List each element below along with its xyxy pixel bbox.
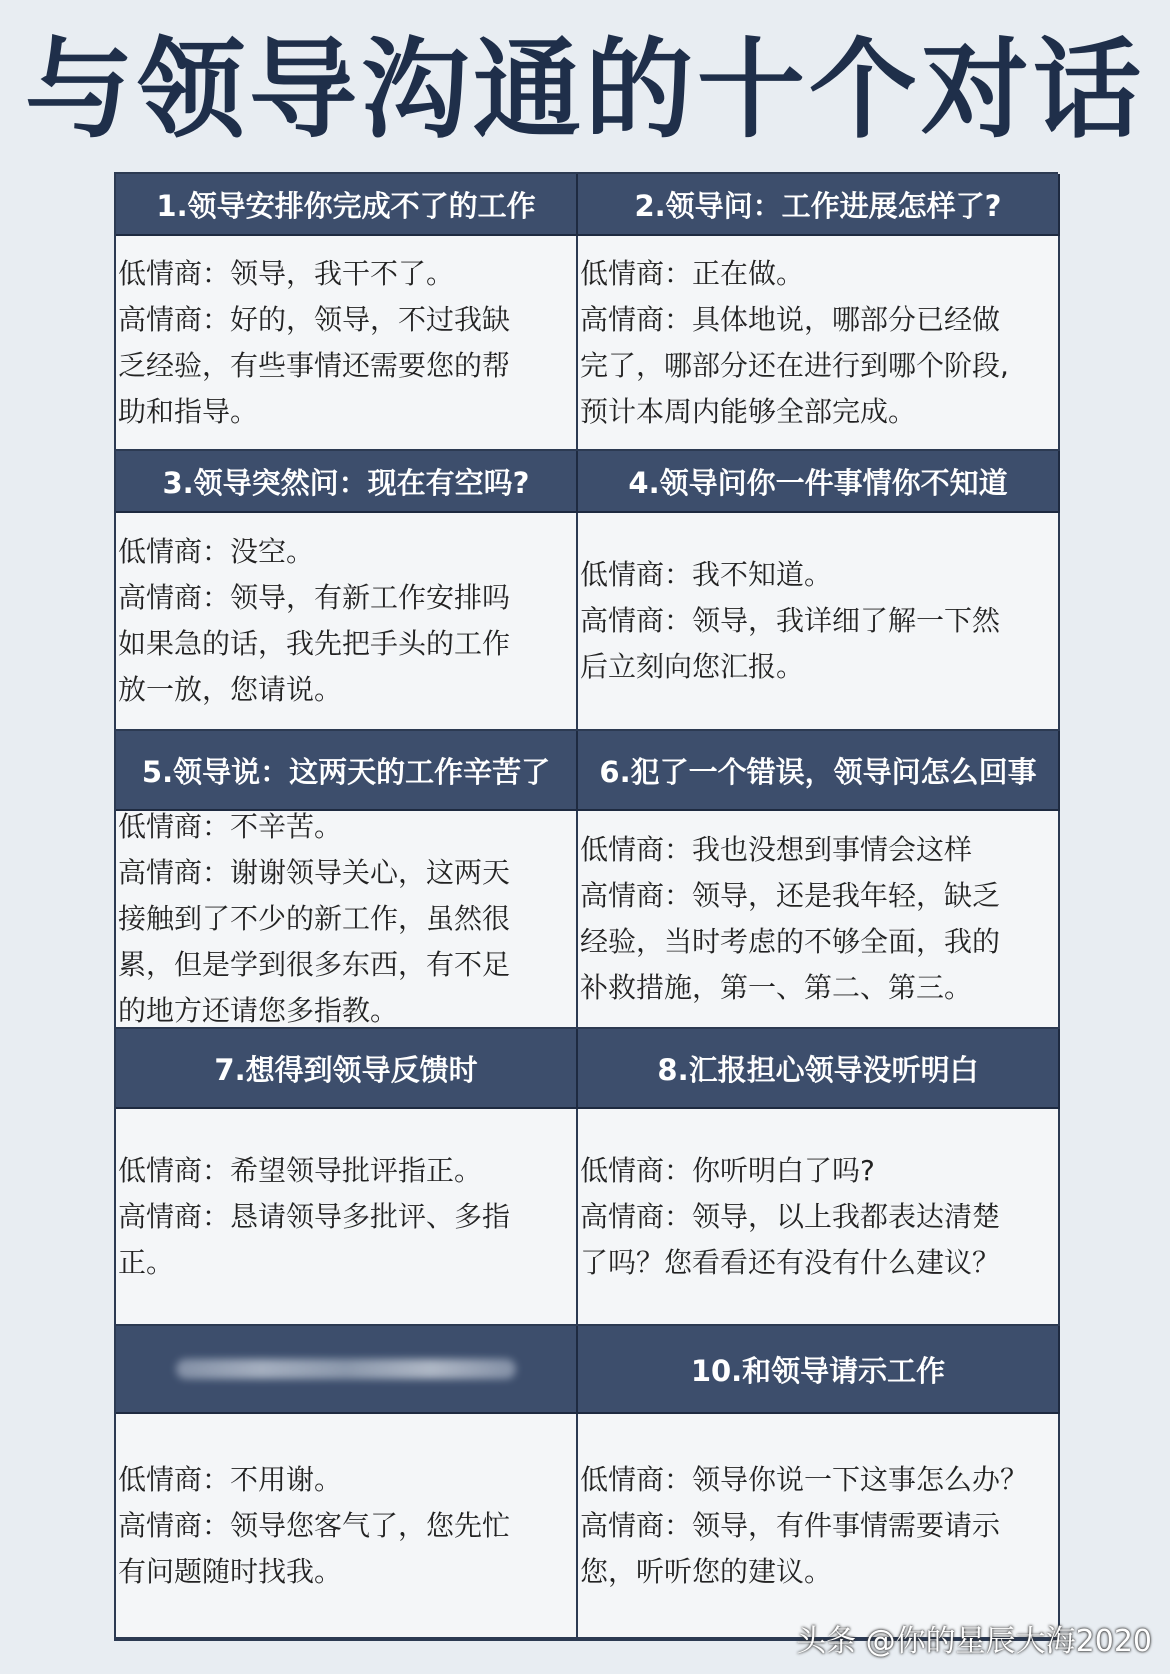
content-4: 低情商：我不知道。 高情商：领导，我详细了解一下然 后立刻向您汇报。 [578,513,1060,731]
content-10: 低情商：领导你说一下这事怎么办？ 高情商：领导，有件事情需要请示 您，听听您的建议。 [578,1414,1060,1639]
blurred-heading [176,1359,516,1379]
dialogue-table [114,172,1058,1641]
content-3: 低情商：没空。 高情商：领导，有新工作安排吗 如果急的话，我先把手头的工作 放一放，您请说。 [116,513,578,731]
heading-8: 8.汇报担心领导没听明白 [578,1029,1060,1109]
heading-2: 2.领导问：工作进展怎样了? [578,174,1060,236]
heading-7: 7.想得到领导反馈时 [116,1029,578,1109]
heading-4: 4.领导问你一件事情你不知道 [578,451,1060,513]
heading-5: 5.领导说：这两天的工作辛苦了 [116,731,578,811]
content-2: 低情商：正在做。 高情商：具体地说，哪部分已经做 完了，哪部分还在进行到哪个阶段, 预计本周内能够全部完成。 [578,236,1060,451]
page-title: 与领导沟通的十个对话 [24,28,1145,153]
watermark: 头条 @你的星辰大海2020 [796,1624,1152,1659]
content-7: 低情商：希望领导批评指正。 高情商：恳请领导多批评、多指 正。 [116,1109,578,1326]
content-8: 低情商：你听明白了吗? 高情商：领导，以上我都表达清楚 了吗？您看看还有没有什么建议？ [578,1109,1060,1326]
content-9: 低情商：不用谢。 高情商：领导您客气了，您先忙 有问题随时找我。 [116,1414,578,1639]
content-5: 低情商：不辛苦。 高情商：谢谢领导关心，这两天 接触到了不少的新工作，虽然很 累，但是学到很多东西，有不足 的地方还请您多指教。 [116,811,578,1029]
heading-1: 1.领导安排你完成不了的工作 [116,174,578,236]
content-6: 低情商：我也没想到事情会这样 高情商：领导，还是我年轻，缺乏 经验，当时考虑的不够全面，我的 补救措施，第一、第二、第三。 [578,811,1060,1029]
heading-9-blurred [116,1326,578,1414]
heading-10: 10.和领导请示工作 [578,1326,1060,1414]
content-1: 低情商：领导，我干不了。 高情商：好的，领导，不过我缺 乏经验，有些事情还需要您的帮 助和指导。 [116,236,578,451]
heading-6: 6.犯了一个错误，领导问怎么回事 [578,731,1060,811]
heading-3: 3.领导突然问：现在有空吗? [116,451,578,513]
